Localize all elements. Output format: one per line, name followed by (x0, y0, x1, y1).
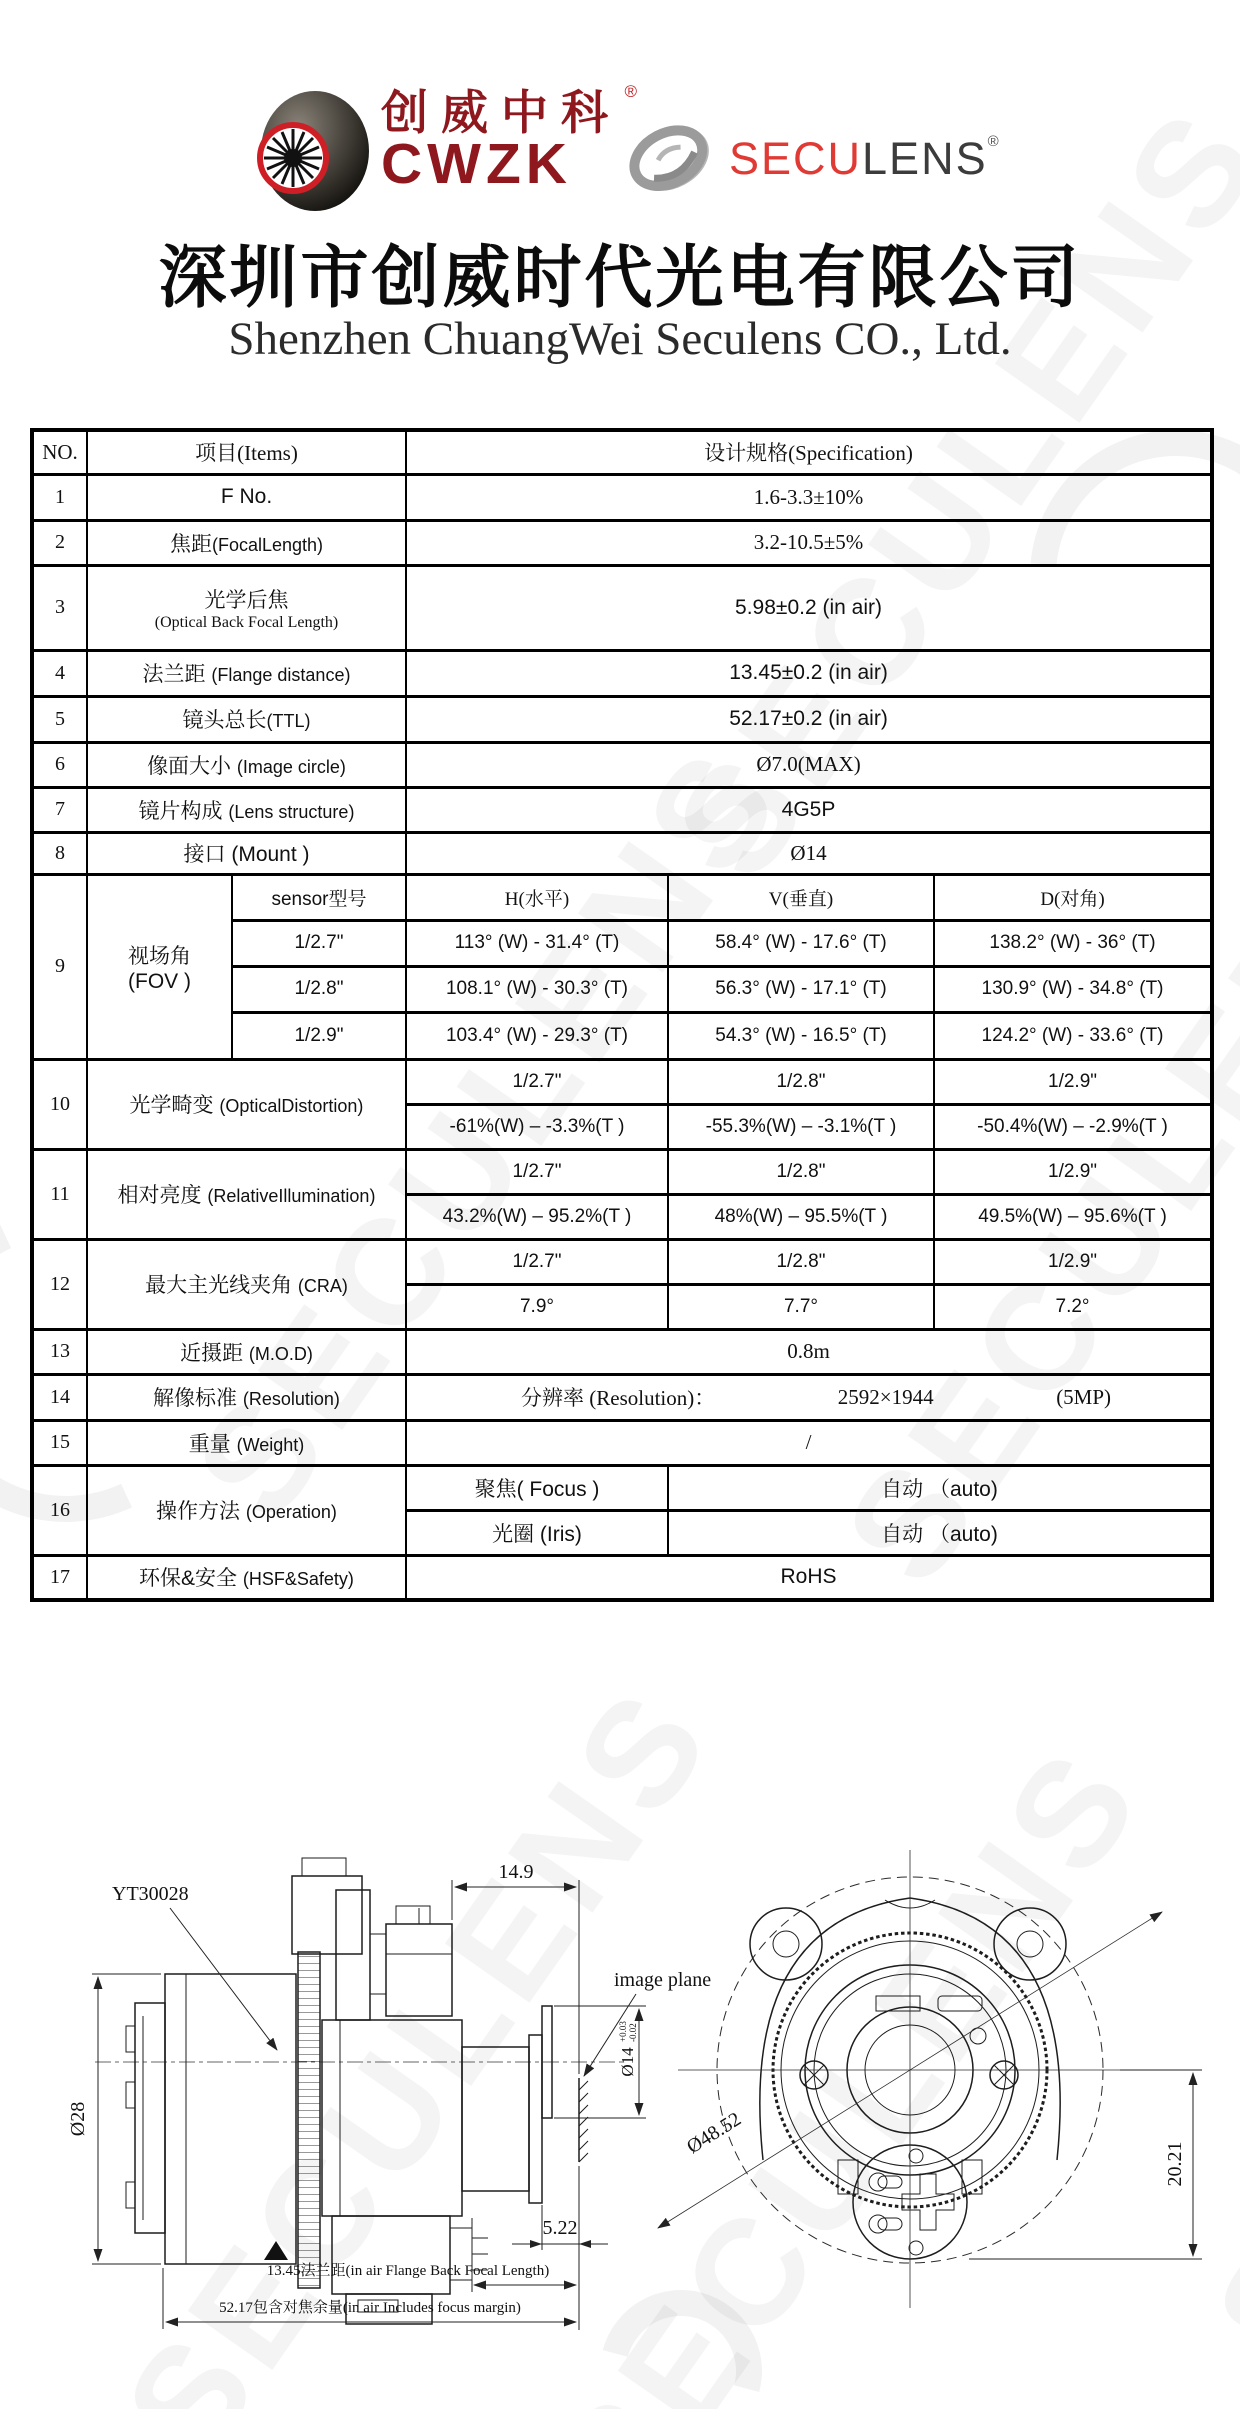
spec-table (30, 428, 1214, 1602)
table-row (32, 565, 1212, 650)
item-cn: 焦距 (169, 532, 212, 556)
row-value: Ø14 (406, 832, 1212, 874)
front-view (658, 1850, 1202, 2308)
resolution-note: (5MP) (1056, 1384, 1112, 1409)
screw-right (990, 2061, 1018, 2089)
row-item (87, 1329, 406, 1374)
item-cn: 解像标准 (153, 1387, 238, 1410)
table-header-row (32, 430, 1212, 474)
row-item (87, 565, 406, 650)
item-cn: 重量 (188, 1432, 231, 1456)
dim-13-45: 13.45法兰距(in air Flange Back Focal Length) (266, 2263, 550, 2279)
row-value: / (406, 1420, 1212, 1465)
row-item (87, 832, 406, 874)
item-cn: 像面大小 (147, 754, 232, 778)
row-no: 13 (32, 1329, 87, 1374)
item-en: (Flange distance) (211, 665, 351, 685)
col-header-no: NO. (32, 430, 87, 474)
table-row (32, 1374, 1212, 1420)
dim-d14-text: Ø14 (618, 2047, 637, 2077)
fov-d: 124.2° (W) - 33.6° (T) (934, 1012, 1212, 1059)
row-value: 13.45±0.2 (in air) (406, 650, 1212, 696)
item-cn: 接口 (183, 843, 226, 866)
item-en: (HSF&Safety) (242, 1569, 354, 1590)
seculens-gray-part: LENS (862, 133, 988, 184)
row-no: 15 (32, 1420, 87, 1465)
distortion-value: -55.3%(W) – -3.1%(T ) (668, 1104, 934, 1149)
dim-diameter-14 (618, 2021, 638, 2077)
table-row (32, 1239, 1212, 1284)
seculens-logo (625, 108, 1001, 210)
table-row (32, 742, 1212, 787)
row-value: RoHS (406, 1555, 1212, 1600)
item-en: (Resolution) (242, 1389, 340, 1409)
sensor-size: 1/2.8" (668, 1149, 934, 1194)
operation-iris-label: 光圈 (Iris) (406, 1510, 668, 1555)
item-cn: 操作方法 (156, 1500, 241, 1523)
table-row-fov (32, 874, 1212, 920)
table-row (32, 1149, 1212, 1194)
fov-h: 113° (W) - 31.4° (T) (406, 920, 668, 966)
fov-h: 108.1° (W) - 30.3° (T) (406, 966, 668, 1012)
item-en: (RelativeIllumination) (207, 1186, 376, 1206)
dim-20-21-text: 20.21 (1164, 2141, 1186, 2187)
fov-col-d: D(对角) (934, 874, 1212, 920)
row-no: 11 (32, 1149, 87, 1239)
cwzk-logo (255, 82, 637, 214)
cra-value: 7.9° (406, 1284, 668, 1329)
dim-diameter-28: Ø28 (67, 2101, 89, 2137)
sensor-size: 1/2.7" (406, 1239, 668, 1284)
row-item (87, 520, 406, 565)
seculens-wordmark (729, 133, 1001, 185)
dim-20-21 (1164, 2142, 1186, 2187)
table-row (32, 1420, 1212, 1465)
table-row (32, 1555, 1212, 1600)
item-en: (CRA) (297, 1276, 348, 1296)
row-no: 1 (32, 474, 87, 520)
fov-d: 138.2° (W) - 36° (T) (934, 920, 1212, 966)
operation-iris-value: 自动 （auto) (668, 1510, 1212, 1555)
item-en: (Weight) (236, 1434, 305, 1455)
row-item (87, 1465, 406, 1555)
distortion-value: -61%(W) – -3.3%(T ) (406, 1104, 668, 1149)
row-no: 4 (32, 650, 87, 696)
sensor-size: 1/2.7" (406, 1059, 668, 1104)
row-item (87, 696, 406, 742)
sensor-size: 1/2.9" (934, 1149, 1212, 1194)
index-mark (264, 2241, 288, 2260)
illumination-value: 43.2%(W) – 95.2%(T ) (406, 1194, 668, 1239)
cwzk-turbine-icon (255, 88, 371, 214)
item-en: (Operation) (245, 1502, 337, 1522)
seculens-red-part: SECU (729, 133, 863, 184)
cwzk-wordmark (381, 82, 637, 214)
fov-v: 54.3° (W) - 16.5° (T) (668, 1012, 934, 1059)
row-item (87, 1059, 406, 1149)
row-value: 1.6-3.3±10% (406, 474, 1212, 520)
row-no: 9 (32, 874, 87, 1059)
item-cn: 镜片构成 (138, 799, 223, 823)
sensor-size: 1/2.7" (406, 1149, 668, 1194)
item-cn: 视场角 (128, 944, 191, 968)
row-value (406, 1374, 1212, 1420)
company-title-en: Shenzhen ChuangWei Seculens CO., Ltd. (228, 313, 1012, 365)
image-plane-label: image plane (614, 1969, 712, 1991)
side-view (67, 1858, 711, 2330)
row-item (87, 742, 406, 787)
dim-d14-tol-up: +0.03 (618, 2021, 628, 2042)
company-title-cn: 深圳市创威时代光电有限公司 (158, 240, 1082, 316)
row-item (87, 650, 406, 696)
dim-14-9: 14.9 (498, 1861, 534, 1883)
row-item (87, 787, 406, 832)
fov-col-sensor: sensor型号 (232, 874, 406, 920)
row-value: 52.17±0.2 (in air) (406, 696, 1212, 742)
row-value: 4G5P (406, 787, 1212, 832)
row-no: 12 (32, 1239, 87, 1329)
row-no: 7 (32, 787, 87, 832)
row-item: F No. (87, 474, 406, 520)
table-row (32, 787, 1212, 832)
sensor-size: 1/2.8" (668, 1239, 934, 1284)
col-header-items: 项目(Items) (87, 430, 406, 474)
table-row (32, 696, 1212, 742)
fov-d: 130.9° (W) - 34.8° (T) (934, 966, 1212, 1012)
item-cn: 最大主光线夹角 (145, 1274, 293, 1297)
fov-sensor: 1/2.7" (232, 920, 406, 966)
row-no: 5 (32, 696, 87, 742)
header (0, 80, 1240, 230)
item-en: (Image circle) (236, 756, 346, 777)
row-no: 3 (32, 565, 87, 650)
dim-d14-tol-dn: -0.02 (628, 2023, 638, 2042)
item-en: (FocalLength) (211, 534, 324, 555)
dim-52-17: 52.17包含对焦余量(in air Includes focus margin) (219, 2300, 521, 2316)
distortion-value: -50.4%(W) – -2.9%(T ) (934, 1104, 1212, 1149)
item-en: (OpticalDistortion) (219, 1096, 364, 1116)
table-row (32, 474, 1212, 520)
sensor-size: 1/2.9" (934, 1239, 1212, 1284)
item-en: (Mount ) (231, 843, 310, 866)
resolution-label: 分辨率 (Resolution)： (521, 1386, 716, 1410)
sensor-size: 1/2.8" (668, 1059, 934, 1104)
item-cn: 光学畸变 (129, 1094, 214, 1117)
col-header-spec: 设计规格(Specification) (406, 430, 1212, 474)
registered-mark: ® (987, 133, 1001, 150)
table-row (32, 1059, 1212, 1104)
table-row (32, 1465, 1212, 1510)
item-cn: 环保&安全 (139, 1567, 238, 1591)
item-en: (TTL) (266, 711, 311, 731)
cra-value: 7.2° (934, 1284, 1212, 1329)
fov-h: 103.4° (W) - 29.3° (T) (406, 1012, 668, 1059)
item-en: (Optical Back Focal Length) (154, 613, 339, 631)
illumination-value: 48%(W) – 95.5%(T ) (668, 1194, 934, 1239)
table-row (32, 650, 1212, 696)
operation-focus-value: 自动 （auto) (668, 1465, 1212, 1510)
row-no: 14 (32, 1374, 87, 1420)
fov-sensor: 1/2.8" (232, 966, 406, 1012)
item-cn: 近摄距 (180, 1341, 244, 1365)
row-no: 16 (32, 1465, 87, 1555)
row-no: 2 (32, 520, 87, 565)
table-row (32, 1329, 1212, 1374)
cwzk-english-name: CWZK (381, 132, 572, 197)
row-value: 5.98±0.2 (in air) (406, 565, 1212, 650)
fov-sensor: 1/2.9" (232, 1012, 406, 1059)
item-cn: 法兰距 (142, 663, 206, 686)
row-item (87, 1149, 406, 1239)
row-item (87, 1555, 406, 1600)
cwzk-chinese-name: 创威中科 (381, 86, 621, 139)
item-en: (FOV ) (128, 969, 191, 993)
part-number-label: YT30028 (112, 1883, 189, 1905)
table-row (32, 520, 1212, 565)
registered-mark: ® (624, 82, 637, 101)
resolution-value: 2592×1944 (837, 1384, 934, 1409)
item-en: (Lens structure) (228, 801, 355, 822)
row-no: 8 (32, 832, 87, 874)
fov-col-v: V(垂直) (668, 874, 934, 920)
item-en: (M.O.D) (248, 1343, 313, 1364)
row-no: 10 (32, 1059, 87, 1149)
row-item (87, 1374, 406, 1420)
row-value: Ø7.0(MAX) (406, 742, 1212, 787)
dim-diameter-48-52: Ø48.52 (682, 2108, 746, 2159)
row-no: 17 (32, 1555, 87, 1600)
illumination-value: 49.5%(W) – 95.6%(T ) (934, 1194, 1212, 1239)
dim-5-22: 5.22 (542, 2217, 578, 2239)
row-item (87, 1420, 406, 1465)
technical-drawing (40, 1830, 1210, 2370)
sensor-size: 1/2.9" (934, 1059, 1212, 1104)
fov-v: 58.4° (W) - 17.6° (T) (668, 920, 934, 966)
item-cn: 相对亮度 (117, 1184, 202, 1207)
fov-col-h: H(水平) (406, 874, 668, 920)
row-value: 0.8m (406, 1329, 1212, 1374)
item-cn: 光学后焦 (204, 588, 289, 612)
table-row (32, 832, 1212, 874)
row-item (87, 1239, 406, 1329)
item-cn: 镜头总长 (182, 709, 267, 732)
row-no: 6 (32, 742, 87, 787)
row-value: 3.2-10.5±5% (406, 520, 1212, 565)
fov-v: 56.3° (W) - 17.1° (T) (668, 966, 934, 1012)
row-item (87, 874, 232, 1059)
operation-focus-label: 聚焦( Focus ) (406, 1465, 668, 1510)
seculens-swirl-icon (625, 108, 717, 210)
cra-value: 7.7° (668, 1284, 934, 1329)
